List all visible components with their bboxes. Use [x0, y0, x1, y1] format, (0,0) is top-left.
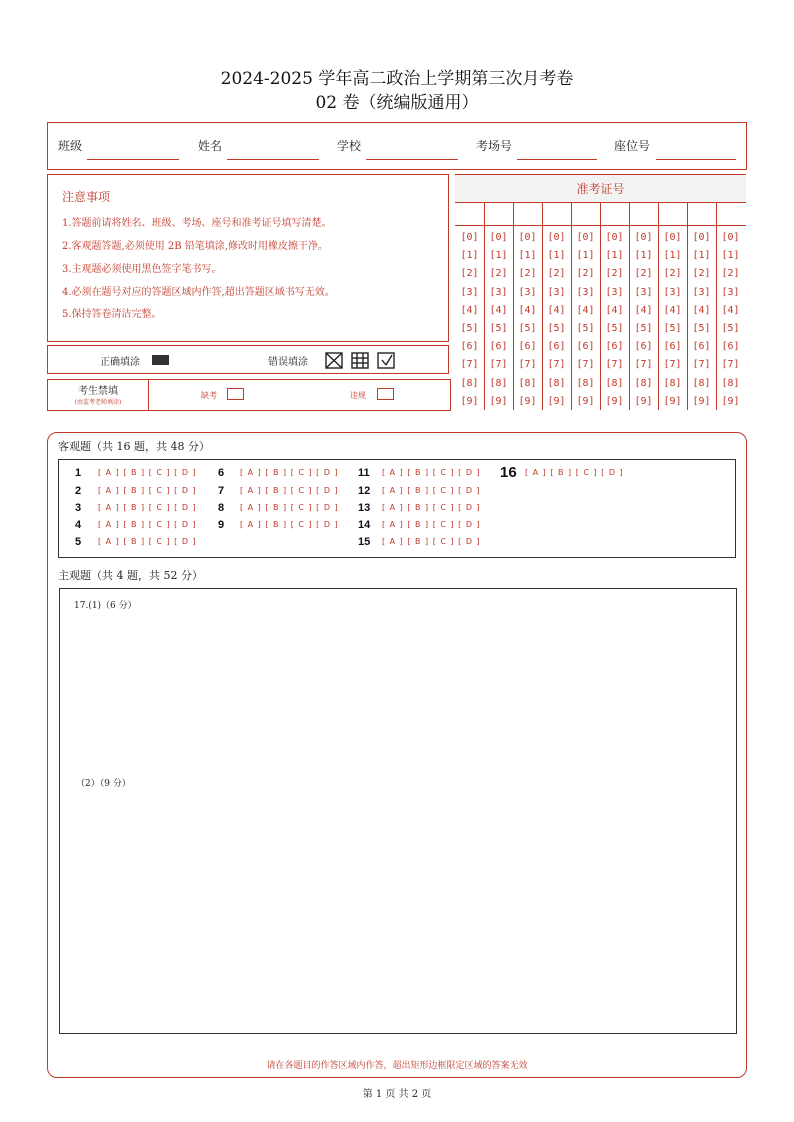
page-subtitle: 02 卷（统编版通用） — [315, 93, 479, 113]
q17-part1-label: 17.(1)（6 分） — [74, 601, 137, 611]
admission-digit[interactable]: [5] — [576, 322, 595, 334]
seat-label: 座位号 — [614, 139, 651, 153]
q8-options[interactable]: [ A ] [ B ] [ C ] [ D ] — [240, 503, 339, 512]
subjective-title: 主观题（共 4 题，共 52 分） — [58, 569, 203, 582]
admission-digit[interactable]: [8] — [721, 377, 740, 389]
admission-digit[interactable]: [2] — [663, 268, 682, 280]
admission-digit[interactable]: [7] — [489, 359, 508, 371]
q5-num: 5 — [75, 536, 82, 548]
candidate-divider — [148, 379, 149, 411]
admission-digit[interactable]: [9] — [547, 395, 566, 407]
q12-num: 12 — [358, 485, 371, 497]
admission-digit[interactable]: [1] — [547, 250, 566, 262]
correct-fill-label: 正确填涂 — [100, 357, 140, 368]
school-label: 学校 — [337, 139, 362, 153]
objective-title: 客观题（共 16 题，共 48 分） — [58, 440, 210, 453]
admission-column-2[interactable] — [484, 229, 513, 411]
note-4: 4.必须在题号对应的答题区域内作答,超出答题区域书写无效。 — [62, 287, 335, 298]
q13-num: 13 — [358, 502, 371, 514]
seat-field[interactable] — [656, 158, 736, 160]
room-label: 考场号 — [476, 139, 513, 153]
q16-options[interactable]: [ A ] [ B ] [ C ] [ D ] — [525, 468, 624, 477]
q4-num: 4 — [75, 519, 82, 531]
admission-digit[interactable]: [1] — [634, 250, 653, 262]
admission-digit[interactable]: [6] — [663, 341, 682, 353]
q11-num: 11 — [358, 467, 370, 479]
q16-num: 16 — [500, 464, 517, 481]
admission-digit[interactable]: [4] — [518, 304, 537, 316]
admission-digit[interactable]: [7] — [634, 359, 653, 371]
admission-digit[interactable]: [9] — [489, 395, 508, 407]
admission-digit[interactable]: [9] — [721, 395, 740, 407]
admission-digit[interactable]: [8] — [518, 377, 537, 389]
admission-digit[interactable]: [7] — [547, 359, 566, 371]
admission-digit[interactable]: [8] — [489, 377, 508, 389]
class-field[interactable] — [87, 158, 179, 160]
admission-digit[interactable]: [9] — [605, 395, 624, 407]
admission-digit[interactable]: [0] — [692, 232, 711, 243]
admission-digit[interactable]: [0] — [721, 232, 740, 243]
admission-digit[interactable]: [1] — [489, 250, 508, 262]
admission-digit[interactable]: [8] — [460, 377, 479, 389]
admission-digit[interactable]: [3] — [489, 286, 508, 298]
admission-digit[interactable]: [1] — [518, 250, 537, 262]
admission-digit[interactable]: [6] — [576, 341, 595, 353]
admission-digit[interactable]: [9] — [663, 395, 682, 407]
admission-digit[interactable]: [4] — [692, 304, 711, 316]
q3-options[interactable]: [ A ] [ B ] [ C ] [ D ] — [98, 503, 197, 512]
admission-digit[interactable]: [4] — [547, 304, 566, 316]
wrong-fill-label: 错误填涂 — [268, 357, 308, 368]
admission-digit[interactable]: [5] — [692, 322, 711, 334]
admission-column-3[interactable] — [513, 229, 542, 411]
admission-digit[interactable]: [3] — [518, 286, 537, 298]
page-title: 2024-2025 学年高二政治上学期第三次月考卷 — [220, 69, 574, 89]
admission-digit[interactable]: [1] — [663, 250, 682, 262]
admission-digit[interactable]: [8] — [605, 377, 624, 389]
admission-column-9[interactable] — [687, 229, 716, 411]
absent-label: 缺考 — [201, 391, 217, 400]
candidate-sub: (由监考老师填涂) — [74, 399, 122, 406]
subjective-answer-box[interactable] — [59, 588, 737, 1034]
admission-digit[interactable]: [3] — [663, 286, 682, 298]
q1-num: 1 — [75, 467, 82, 479]
admission-digit[interactable]: [1] — [460, 250, 479, 262]
admission-digit[interactable]: [2] — [605, 268, 624, 280]
q8-num: 8 — [218, 502, 225, 514]
admission-digit[interactable]: [8] — [576, 377, 595, 389]
q6-num: 6 — [218, 467, 225, 479]
admission-digit[interactable]: [6] — [489, 341, 508, 353]
admission-digit[interactable]: [0] — [663, 232, 682, 243]
admission-digit[interactable]: [7] — [518, 359, 537, 371]
admission-digit[interactable]: [2] — [634, 268, 653, 280]
candidate-label: 考生禁填 — [78, 386, 118, 397]
admission-digit[interactable]: [5] — [721, 322, 740, 334]
q3-num: 3 — [75, 502, 82, 514]
admission-title: 准考证号 — [576, 182, 625, 196]
admission-digit[interactable]: [9] — [692, 395, 711, 407]
admission-digit[interactable]: [4] — [634, 304, 653, 316]
q9-options[interactable]: [ A ] [ B ] [ C ] [ D ] — [240, 520, 339, 529]
admission-digit[interactable]: [7] — [576, 359, 595, 371]
admission-digit[interactable]: [3] — [576, 286, 595, 298]
q7-num: 7 — [218, 485, 225, 497]
admission-digit[interactable]: [9] — [460, 395, 479, 407]
absent-box[interactable] — [227, 388, 244, 400]
admission-digit[interactable]: [1] — [605, 250, 624, 262]
admission-digit[interactable]: [9] — [634, 395, 653, 407]
admission-digit[interactable]: [1] — [692, 250, 711, 262]
admission-digit[interactable]: [5] — [547, 322, 566, 334]
admission-digit[interactable]: [1] — [576, 250, 595, 262]
class-label: 班级 — [58, 139, 83, 153]
admission-digit[interactable]: [5] — [460, 322, 479, 334]
admission-digit[interactable]: [8] — [634, 377, 653, 389]
q11-options[interactable]: [ A ] [ B ] [ C ] [ D ] — [382, 468, 481, 477]
admission-digit[interactable]: [4] — [576, 304, 595, 316]
admission-digit[interactable]: [7] — [721, 359, 740, 371]
admission-digit[interactable]: [6] — [460, 341, 479, 353]
admission-digit[interactable]: [6] — [605, 341, 624, 353]
admission-digit[interactable]: [5] — [663, 322, 682, 334]
admission-digit[interactable]: [6] — [634, 341, 653, 353]
school-field[interactable] — [366, 158, 458, 160]
q1-options[interactable]: [ A ] [ B ] [ C ] [ D ] — [98, 468, 197, 477]
note-2: 2.客观题答题,必须使用 2B 铅笔填涂,修改时用橡皮擦干净。 — [62, 241, 328, 252]
admission-digit[interactable]: [0] — [518, 232, 537, 243]
admission-digit[interactable]: [4] — [460, 304, 479, 316]
q2-options[interactable]: [ A ] [ B ] [ C ] [ D ] — [98, 486, 197, 495]
admission-digit[interactable]: [5] — [634, 322, 653, 334]
admission-digit[interactable]: [6] — [721, 341, 740, 353]
admission-digit[interactable]: [3] — [721, 286, 740, 298]
admission-column-8[interactable] — [658, 229, 687, 411]
admission-digit[interactable]: [6] — [547, 341, 566, 353]
admission-digit[interactable]: [2] — [547, 268, 566, 280]
notes-title: 注意事项 — [62, 190, 111, 204]
admission-digit[interactable]: [4] — [721, 304, 740, 316]
admission-digit[interactable]: [3] — [692, 286, 711, 298]
admission-digit[interactable]: [5] — [518, 322, 537, 334]
admission-digit[interactable]: [3] — [460, 286, 479, 298]
admission-digit[interactable]: [2] — [460, 268, 479, 280]
admission-digit[interactable]: [7] — [692, 359, 711, 371]
admission-digit[interactable]: [5] — [489, 322, 508, 334]
admission-digit[interactable]: [1] — [721, 250, 740, 262]
q5-options[interactable]: [ A ] [ B ] [ C ] [ D ] — [98, 537, 197, 546]
page-number: 第 1 页 共 2 页 — [362, 1089, 432, 1100]
admission-digit[interactable]: [3] — [634, 286, 653, 298]
wrong-fill-marks — [324, 350, 404, 376]
admission-digit[interactable]: [8] — [663, 377, 682, 389]
admission-digit[interactable]: [2] — [489, 268, 508, 280]
admission-digit[interactable]: [2] — [576, 268, 595, 280]
admission-digit[interactable]: [3] — [547, 286, 566, 298]
q14-num: 14 — [358, 519, 371, 531]
note-3: 3.主观题必须使用黑色签字笔书写。 — [62, 264, 222, 275]
q17-part2-label: （2）（9 分） — [76, 779, 131, 789]
admission-column-7[interactable] — [629, 229, 658, 411]
admission-digit[interactable]: [7] — [605, 359, 624, 371]
q13-options[interactable]: [ A ] [ B ] [ C ] [ D ] — [382, 503, 481, 512]
admission-digit[interactable]: [4] — [663, 304, 682, 316]
q15-num: 15 — [358, 536, 371, 548]
admission-digit[interactable]: [2] — [692, 268, 711, 280]
admission-digit[interactable]: [8] — [692, 377, 711, 389]
admission-digit[interactable]: [9] — [576, 395, 595, 407]
q6-options[interactable]: [ A ] [ B ] [ C ] [ D ] — [240, 468, 339, 477]
correct-fill-mark — [152, 355, 169, 365]
violation-label: 违规 — [350, 391, 366, 400]
admission-column-4[interactable] — [542, 229, 571, 411]
q12-options[interactable]: [ A ] [ B ] [ C ] [ D ] — [382, 486, 481, 495]
admission-digit[interactable]: [7] — [460, 359, 479, 371]
room-field[interactable] — [517, 158, 597, 160]
admission-digit[interactable]: [4] — [605, 304, 624, 316]
admission-digit[interactable]: [4] — [489, 304, 508, 316]
admission-digit[interactable]: [9] — [518, 395, 537, 407]
note-5: 5.保持答卷清洁完整。 — [62, 309, 162, 320]
name-label: 姓名 — [198, 139, 223, 153]
admission-digit[interactable]: [0] — [547, 232, 566, 243]
admission-digit[interactable]: [7] — [663, 359, 682, 371]
violation-box[interactable] — [377, 388, 394, 400]
admission-digit[interactable]: [3] — [605, 286, 624, 298]
admission-digit[interactable]: [8] — [547, 377, 566, 389]
admission-column-6[interactable] — [600, 229, 629, 411]
admission-digit[interactable]: [6] — [518, 341, 537, 353]
q4-options[interactable]: [ A ] [ B ] [ C ] [ D ] — [98, 520, 197, 529]
admission-column-10[interactable] — [716, 229, 745, 411]
admission-digit[interactable]: [2] — [721, 268, 740, 280]
admission-digit[interactable]: [5] — [605, 322, 624, 334]
name-field[interactable] — [227, 158, 319, 160]
admission-digit[interactable]: [0] — [489, 232, 508, 243]
admission-digit[interactable]: [2] — [518, 268, 537, 280]
admission-digit[interactable]: [0] — [634, 232, 653, 243]
q15-options[interactable]: [ A ] [ B ] [ C ] [ D ] — [382, 537, 481, 546]
admission-digit[interactable]: [0] — [576, 232, 595, 243]
admission-digit[interactable]: [0] — [460, 232, 479, 243]
q9-num: 9 — [218, 519, 225, 531]
footer-warning: 请在各题目的作答区域内作答，超出矩形边框限定区域的答案无效 — [266, 1061, 528, 1071]
admission-column-1[interactable] — [455, 229, 484, 411]
q14-options[interactable]: [ A ] [ B ] [ C ] [ D ] — [382, 520, 481, 529]
admission-column-5[interactable] — [571, 229, 600, 411]
q7-options[interactable]: [ A ] [ B ] [ C ] [ D ] — [240, 486, 339, 495]
note-1: 1.答题前请将姓名、班级、考场、座号和准考证号填写清楚。 — [62, 218, 332, 229]
admission-digit[interactable]: [0] — [605, 232, 624, 243]
admission-digit[interactable]: [6] — [692, 341, 711, 353]
q2-num: 2 — [75, 485, 82, 497]
